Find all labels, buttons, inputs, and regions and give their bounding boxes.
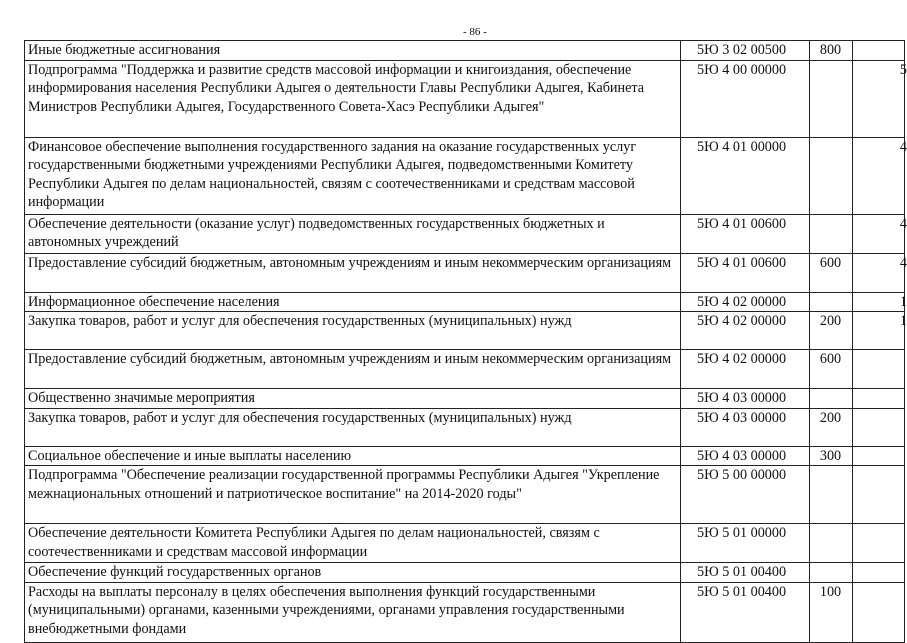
row-sum-cell	[853, 41, 905, 61]
table-row	[25, 214, 905, 253]
row-code-cell	[681, 582, 810, 642]
row-name-text: Обеспечение деятельности (оказание услуг) подведомственных государственных бюджетных и автономных учреждений	[28, 215, 605, 250]
row-name-cell	[25, 350, 681, 389]
row-name-cell	[25, 312, 681, 350]
row-sum-cell	[853, 446, 905, 466]
row-type-cell	[810, 563, 853, 583]
row-type-cell	[810, 582, 853, 642]
row-sum-text: 4	[899, 254, 907, 271]
row-sum-cell	[853, 582, 905, 642]
row-sum-cell	[853, 60, 905, 137]
table-row	[25, 292, 905, 312]
table-row	[25, 582, 905, 642]
table-row	[25, 253, 905, 292]
row-sum-cell	[853, 253, 905, 292]
table-row	[25, 466, 905, 524]
row-name-text: Предоставление субсидий бюджетным, автономным учреждениям и иным некоммерческим организациям	[28, 254, 672, 271]
table-row	[25, 524, 905, 563]
row-name-text: Финансовое обеспечение выполнения государственного задания на оказание государственных услуг государственными бюджетными учреждениями Республики Адыгея, подведомственными Комитету Республики Адыгея по делам национальностей, связям с соотечественниками и средствам массовой информации	[28, 138, 637, 210]
row-name-text: Предоставление субсидий бюджетным, автономным учреждениям и иным некоммерческим организациям	[28, 351, 672, 367]
row-code-text: 5Ю 5 01 00000	[697, 525, 787, 541]
row-sum-cell	[853, 292, 905, 312]
row-code-cell	[681, 60, 810, 137]
row-type-text: 300	[819, 447, 842, 464]
row-code-cell	[681, 563, 810, 583]
row-code-text: 5Ю 3 02 00500	[697, 42, 787, 58]
row-sum-cell	[853, 466, 905, 524]
row-name-cell	[25, 137, 681, 214]
row-code-cell	[681, 312, 810, 350]
row-name-text: Подпрограмма "Поддержка и развитие средств массовой информации и книгоиздания, обеспечение информирования населения Республики Адыгея о деятельности Главы Республики Адыгея, Кабинета Министров Республики Адыгея, Государственного Совета-Хасэ Республики Адыгея"	[28, 61, 645, 115]
row-code-text: 5Ю 4 03 00000	[697, 390, 787, 406]
row-sum-cell	[853, 408, 905, 446]
row-type-text: 200	[819, 409, 842, 426]
table-row	[25, 41, 905, 61]
row-type-cell	[810, 408, 853, 446]
row-code-cell	[681, 137, 810, 214]
row-name-cell	[25, 582, 681, 642]
row-type-cell	[810, 312, 853, 350]
row-name-text: Иные бюджетные ассигнования	[28, 42, 221, 58]
row-code-cell	[681, 389, 810, 409]
row-code-cell	[681, 41, 810, 61]
table-row	[25, 408, 905, 446]
row-code-text: 5Ю 5 01 00400	[697, 583, 787, 600]
row-code-cell	[681, 350, 810, 389]
row-type-text: 800	[819, 42, 842, 58]
row-name-cell	[25, 41, 681, 61]
row-type-text: 200	[819, 313, 842, 329]
row-code-text: 5Ю 4 01 00600	[697, 254, 787, 271]
row-type-cell	[810, 137, 853, 214]
row-type-cell	[810, 253, 853, 292]
row-name-text: Информационное обеспечение населения	[28, 293, 280, 310]
row-name-text: Закупка товаров, работ и услуг для обеспечения государственных (муниципальных) нужд	[28, 409, 572, 426]
row-name-cell	[25, 253, 681, 292]
row-code-text: 5Ю 4 01 00000	[697, 138, 787, 155]
row-type-text: 100	[819, 583, 842, 600]
row-sum-cell	[853, 137, 905, 214]
row-name-text: Закупка товаров, работ и услуг для обеспечения государственных (муниципальных) нужд	[28, 313, 572, 329]
row-type-cell	[810, 292, 853, 312]
row-sum-text: 4	[899, 215, 907, 232]
row-sum-text: 4	[899, 138, 907, 155]
row-sum-text: 1	[899, 313, 907, 329]
row-code-text: 5Ю 4 01 00600	[697, 215, 787, 232]
row-code-cell	[681, 253, 810, 292]
row-code-cell	[681, 466, 810, 524]
row-code-text: 5Ю 5 00 00000	[697, 467, 787, 483]
row-sum-cell	[853, 563, 905, 583]
row-code-text: 5Ю 4 03 00000	[697, 409, 787, 426]
row-type-cell	[810, 466, 853, 524]
row-name-text: Обеспечение деятельности Комитета Республики Адыгея по делам национальностей, связям с соотечественниками и средствам массовой информации	[28, 525, 600, 560]
row-name-text: Подпрограмма "Обеспечение реализации государственной программы Республики Адыгея "Укрепление межнациональных отношений и патриотическое воспитание" на 2014-2020 годы"	[28, 467, 660, 502]
row-code-text: 5Ю 4 02 00000	[697, 293, 787, 310]
row-code-text: 5Ю 4 02 00000	[697, 313, 787, 329]
row-code-cell	[681, 408, 810, 446]
row-name-text: Общественно значимые мероприятия	[28, 390, 255, 406]
row-name-cell	[25, 446, 681, 466]
row-code-cell	[681, 524, 810, 563]
row-type-text: 600	[819, 254, 842, 271]
row-type-cell	[810, 350, 853, 389]
row-name-text: Обеспечение функций государственных органов	[28, 564, 322, 580]
row-name-cell	[25, 408, 681, 446]
row-name-text: Социальное обеспечение и иные выплаты населению	[28, 447, 352, 464]
row-name-cell	[25, 214, 681, 253]
row-name-text: Расходы на выплаты персоналу в целях обеспечения выполнения функций государственными (муниципальными) органами, казенными учреждениями, органами управления государственными внебюджетными фондами	[28, 583, 625, 637]
table-row	[25, 137, 905, 214]
row-type-cell	[810, 214, 853, 253]
row-type-cell	[810, 60, 853, 137]
table-row	[25, 60, 905, 137]
table-row	[25, 312, 905, 350]
table-row	[25, 389, 905, 409]
row-type-cell	[810, 389, 853, 409]
row-name-cell	[25, 292, 681, 312]
table-row	[25, 446, 905, 466]
row-code-text: 5Ю 4 02 00000	[697, 351, 787, 367]
row-name-cell	[25, 563, 681, 583]
row-type-cell	[810, 524, 853, 563]
row-type-cell	[810, 446, 853, 466]
row-sum-text: 1	[899, 293, 907, 310]
page-number: - 86 -	[463, 26, 487, 38]
row-type-text: 600	[819, 351, 842, 367]
budget-table	[24, 40, 905, 643]
table-row	[25, 350, 905, 389]
row-name-cell	[25, 389, 681, 409]
row-sum-cell	[853, 524, 905, 563]
row-code-text: 5Ю 4 00 00000	[697, 61, 787, 78]
row-code-text: 5Ю 4 03 00000	[697, 447, 787, 464]
row-sum-cell	[853, 214, 905, 253]
row-name-cell	[25, 466, 681, 524]
row-code-cell	[681, 292, 810, 312]
row-sum-cell	[853, 312, 905, 350]
row-code-cell	[681, 446, 810, 466]
table-row	[25, 563, 905, 583]
row-code-cell	[681, 214, 810, 253]
row-name-cell	[25, 524, 681, 563]
row-sum-text: 5	[899, 61, 907, 78]
row-name-cell	[25, 60, 681, 137]
row-type-cell	[810, 41, 853, 61]
table-body	[25, 41, 905, 643]
row-sum-cell	[853, 350, 905, 389]
row-code-text: 5Ю 5 01 00400	[697, 564, 787, 580]
row-sum-cell	[853, 389, 905, 409]
